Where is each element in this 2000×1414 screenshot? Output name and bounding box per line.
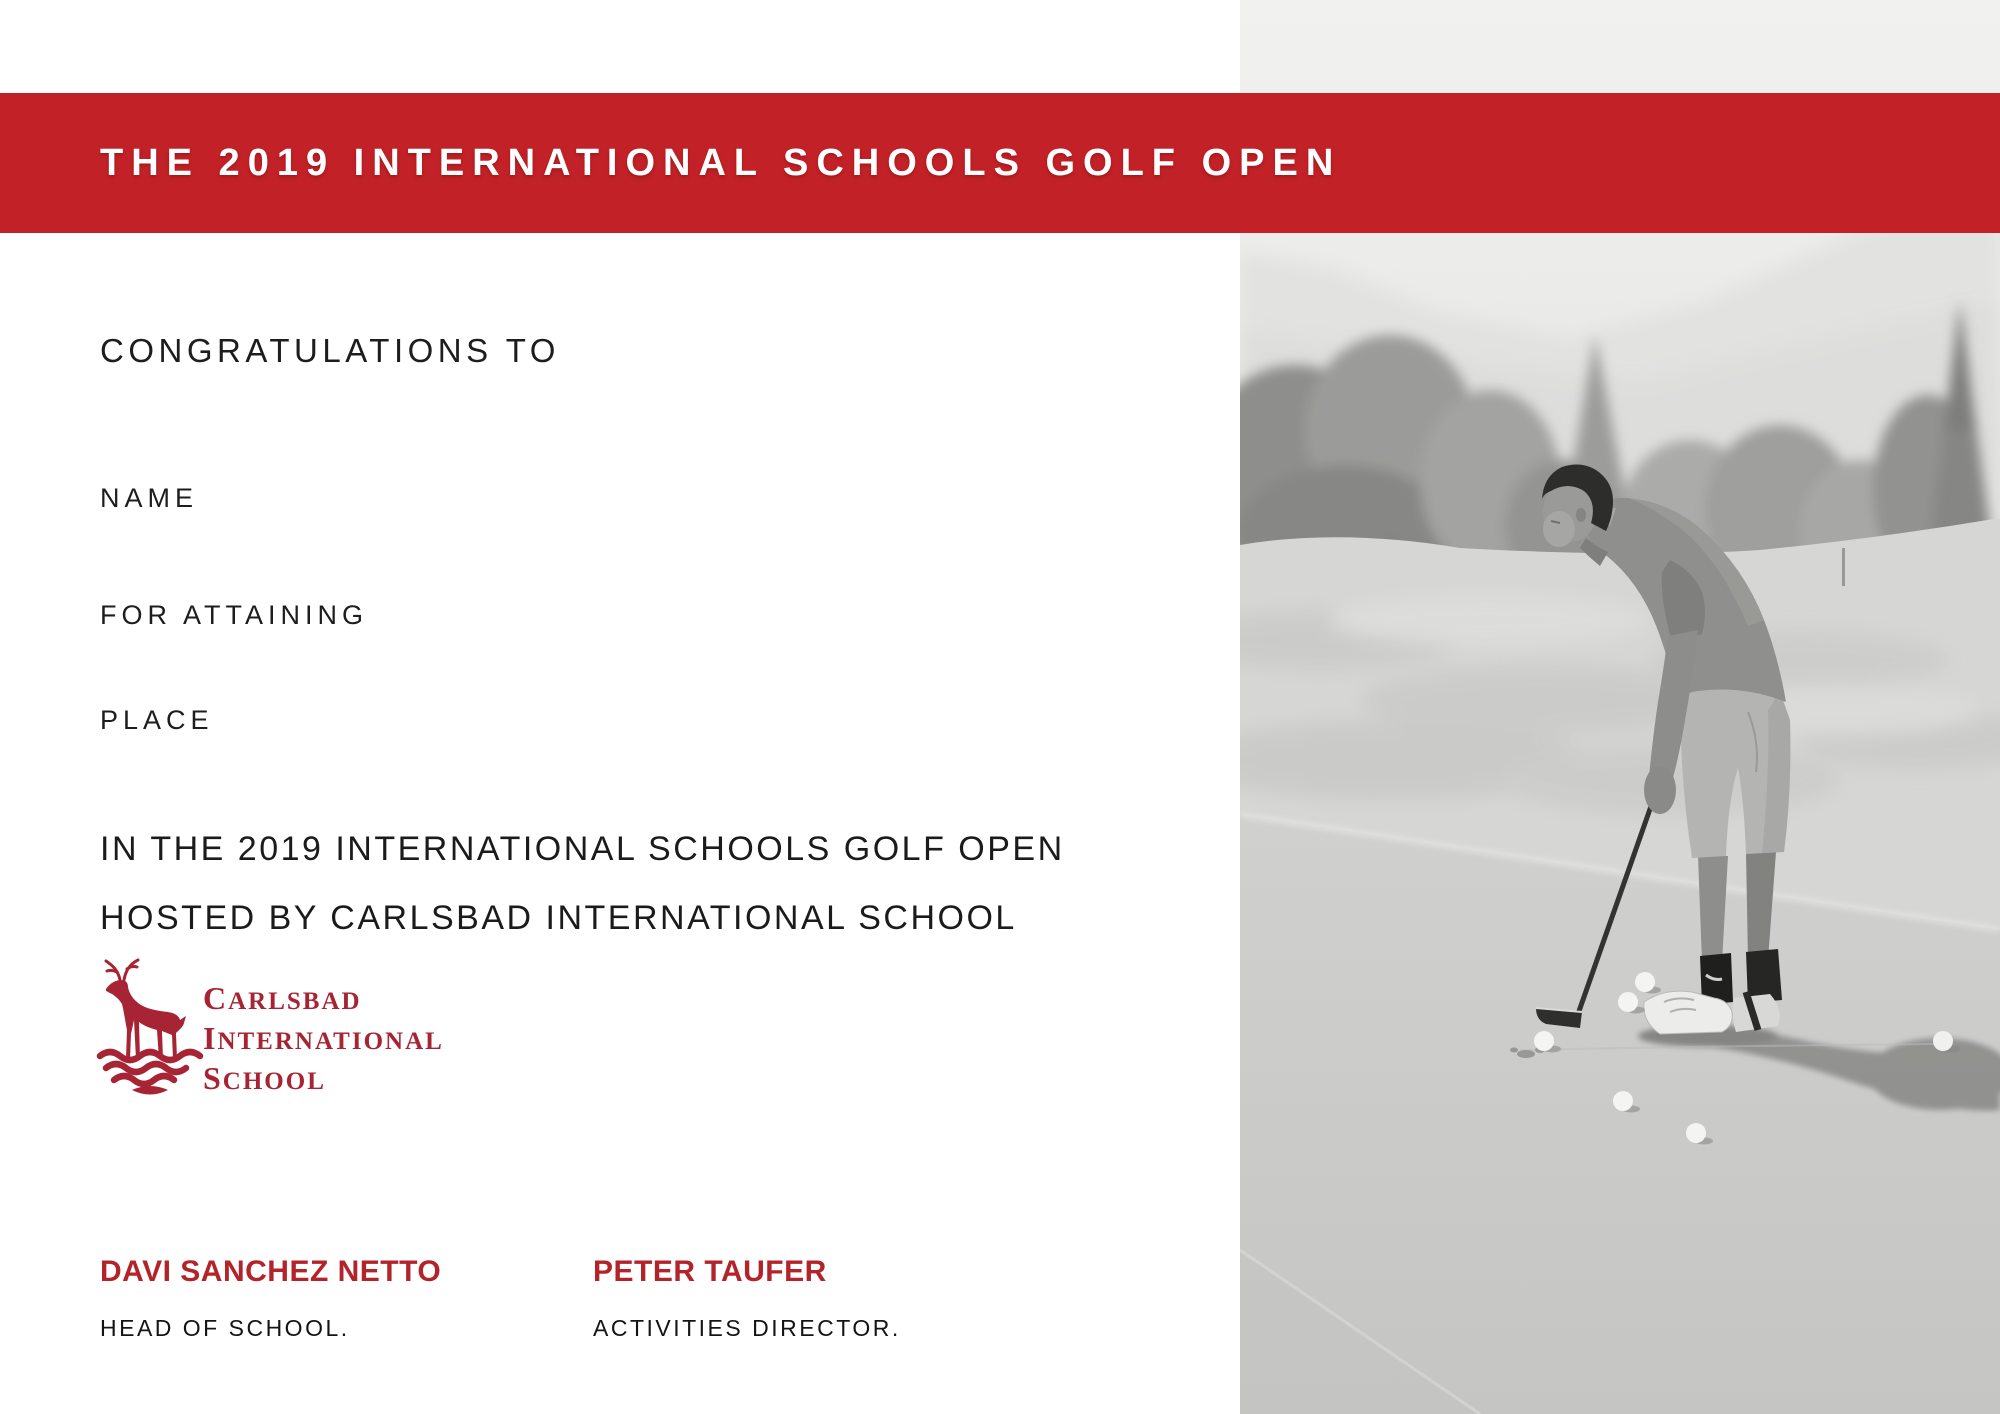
event-line-2: HOSTED BY CARLSBAD INTERNATIONAL SCHOOL <box>100 899 1017 937</box>
signature-name: PETER TAUFER <box>593 1255 827 1288</box>
hands <box>1644 766 1676 814</box>
logo-line-1: CARLSBAD <box>203 980 362 1016</box>
field-name-label: NAME <box>100 483 199 513</box>
face <box>1543 511 1575 547</box>
logo-base <box>132 1086 168 1095</box>
greeting-text: CONGRATULATIONS TO <box>100 332 560 369</box>
banner-title: THE 2019 INTERNATIONAL SCHOOLS GOLF OPEN <box>100 141 1342 184</box>
signature-title: HEAD OF SCHOOL. <box>100 1315 350 1341</box>
distant-pin <box>1842 548 1845 586</box>
stag-body <box>106 980 186 1059</box>
signature-right <box>593 1257 901 1340</box>
logo-line-3: SCHOOL <box>203 1060 326 1096</box>
field-for-attaining-label: FOR ATTAINING <box>100 600 369 630</box>
logo-line-2: INTERNATIONAL <box>203 1020 444 1056</box>
ear <box>1576 508 1586 522</box>
stag-waves-logo-icon <box>90 956 210 1101</box>
signature-left <box>100 1257 441 1340</box>
signature-name: DAVI SANCHEZ NETTO <box>100 1255 442 1288</box>
field-place-label: PLACE <box>100 705 214 735</box>
banner <box>0 93 2000 233</box>
signature-title: ACTIVITIES DIRECTOR. <box>593 1315 901 1341</box>
stag-antlers <box>106 960 138 980</box>
waves-icon <box>100 1052 200 1084</box>
school-logo-wordmark <box>203 980 444 1100</box>
event-line-1: IN THE 2019 INTERNATIONAL SCHOOLS GOLF OPEN <box>100 830 1065 868</box>
